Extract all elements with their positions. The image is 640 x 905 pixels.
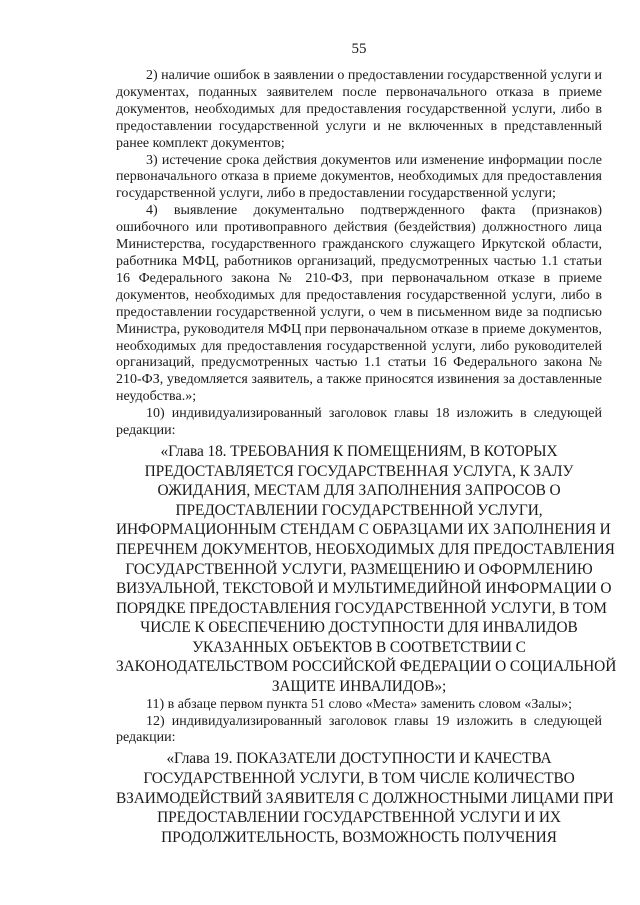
heading-line: ГОСУДАРСТВЕННОЙ УСЛУГИ, В ТОМ ЧИСЛЕ КОЛИЧЕСТВО <box>143 769 575 787</box>
paragraph-item-2: 2) наличие ошибок в заявлении о предоставлении государственной услуги и документах, поданных заявителем после первоначального отказа в приеме документов, необходимых для предоставления государственной услуги, либо в предоставлении государственной услуги и не включенных в представленный ранее комплект документов; <box>116 68 602 151</box>
heading-line: ПРЕДОСТАВЛЯЕТСЯ ГОСУДАРСТВЕННАЯ УСЛУГА, К ЗАЛУ <box>144 462 574 480</box>
document-page <box>116 0 617 905</box>
document-body <box>116 68 617 847</box>
chapter-19-heading <box>116 749 614 847</box>
heading-line: ВИЗУАЛЬНОЙ, ТЕКСТОВОЙ И МУЛЬТИМЕДИЙНОЙ ИНФОРМАЦИИ О <box>116 580 612 598</box>
heading-line: ГОСУДАРСТВЕННОЙ УСЛУГИ, РАЗМЕЩЕНИЮ И ОФОРМЛЕНИЮ <box>125 560 593 578</box>
heading-line: УКАЗАННЫХ ОБЪЕКТОВ В СООТВЕТСТВИИ С <box>192 638 526 656</box>
heading-line: ИНФОРМАЦИОННЫМ СТЕНДАМ С ОБРАЗЦАМИ ИХ ЗАПОЛНЕНИЯ И <box>116 521 611 539</box>
heading-line: ЗАКОНОДАТЕЛЬСТВОМ РОССИЙСКОЙ ФЕДЕРАЦИИ О СОЦИАЛЬНОЙ <box>116 658 617 676</box>
paragraph-item-11: 11) в абзаце первом пункта 51 слово «Места» заменить словом «Залы»; <box>146 696 572 712</box>
heading-line: ПРОДОЛЖИТЕЛЬНОСТЬ, ВОЗМОЖНОСТЬ ПОЛУЧЕНИЯ <box>161 828 557 846</box>
paragraph-item-4: 4) выявление документально подтвержденного факта (признаков) ошибочного или противоправного действия (бездействия) должностного лица Министерства, государственного гражданского служащего Иркутской области, работника МФЦ, работников организаций, предусмотренных частью 1.1 статьи 16 Федерального закона № 210-ФЗ, при первоначальном отказе в приеме документов, необходимых для предоставления государственной услуги, либо в предоставлении государственной услуги, о чем в письменном виде за подписью Министра, руководителя МФЦ при первоначальном отказе в приеме документов, необходимых для предоставления государственной услуги, либо руководителей организаций, предусмотренных частью 1.1 статьи 16 Федерального закона № 210-ФЗ, уведомляется заявитель, а также приносятся извинения за доставленные неудобства.»; <box>116 203 602 405</box>
heading-line: «Глава 19. ПОКАЗАТЕЛИ ДОСТУПНОСТИ И КАЧЕСТВА <box>166 750 552 768</box>
heading-line: ПРЕДОСТАВЛЕНИИ ГОСУДАРСТВЕННОЙ УСЛУГИ И ИХ <box>157 809 561 827</box>
heading-line: ВЗАИМОДЕЙСТВИЙ ЗАЯВИТЕЛЯ С ДОЛЖНОСТНЫМИ ЛИЦАМИ ПРИ <box>116 789 614 807</box>
heading-line: ЧИСЛЕ К ОБЕСПЕЧЕНИЮ ДОСТУПНОСТИ ДЛЯ ИНВАЛИДОВ <box>140 619 578 637</box>
heading-line: ЗАЩИТЕ ИНВАЛИДОВ»; <box>271 678 447 696</box>
heading-line: ПЕРЕЧНЕМ ДОКУМЕНТОВ, НЕОБХОДИМЫХ ДЛЯ ПРЕДОСТАВЛЕНИЯ <box>116 540 615 558</box>
page-number: 55 <box>351 41 367 57</box>
chapter-18-heading <box>116 442 617 697</box>
heading-line: ПОРЯДКЕ ПРЕДОСТАВЛЕНИЯ ГОСУДАРСТВЕННОЙ УСЛУГИ, В ТОМ <box>116 599 607 617</box>
heading-line: «Глава 18. ТРЕБОВАНИЯ К ПОМЕЩЕНИЯМ, В КОТОРЫХ <box>160 442 558 460</box>
paragraph-item-10: 10) индивидуализированный заголовок главы 18 изложить в следующей редакции: <box>116 406 602 439</box>
heading-line: ОЖИДАНИЯ, МЕСТАМ ДЛЯ ЗАПОЛНЕНИЯ ЗАПРОСОВ О <box>157 482 561 500</box>
paragraph-item-12: 12) индивидуализированный заголовок главы 19 изложить в следующей редакции: <box>116 713 602 746</box>
paragraph-item-3: 3) истечение срока действия документов или изменение информации после первоначального отказа в приеме документов, необходимых для предоставления государственной услуги, либо в предоставлении государственной услуги; <box>116 152 602 202</box>
heading-line: ПРЕДОСТАВЛЕНИИ ГОСУДАРСТВЕННОЙ УСЛУГИ, <box>175 501 543 519</box>
